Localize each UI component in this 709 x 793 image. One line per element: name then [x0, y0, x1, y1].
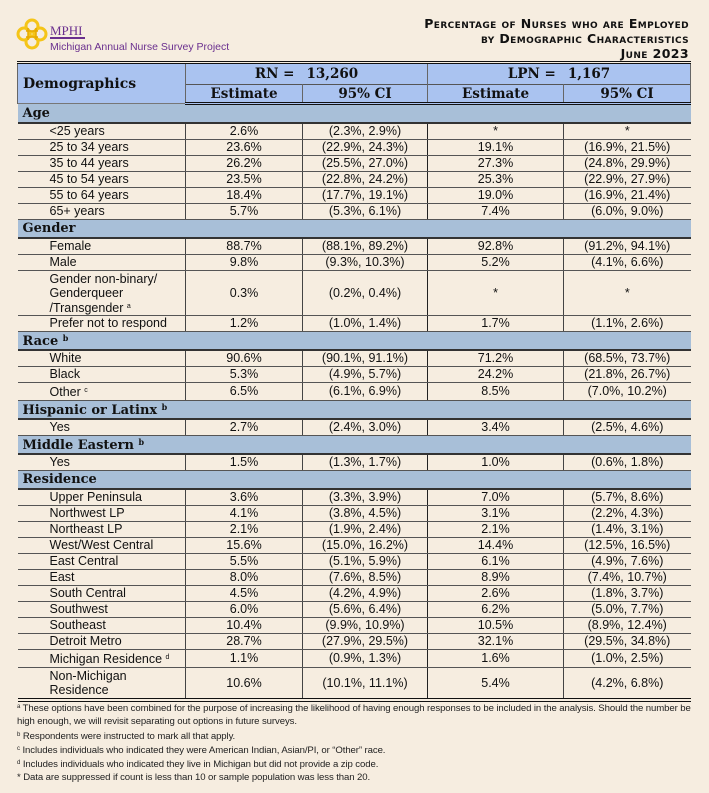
rn-ci-cell: (1.0%, 1.4%) — [303, 316, 428, 332]
row-label — [18, 188, 186, 204]
row-label — [18, 350, 186, 367]
rn-estimate-cell: 1.2% — [186, 316, 303, 332]
footnote-marker: d — [165, 654, 170, 661]
row-label — [18, 522, 186, 538]
rn-ci-cell: (2.4%, 3.0%) — [303, 419, 428, 436]
rn-ci-cell: (10.1%, 11.1%) — [303, 668, 428, 701]
lpn-ci-cell: (7.4%, 10.7%) — [564, 570, 691, 586]
row-label-text: 35 to 44 years — [49, 156, 129, 170]
rn-estimate-cell: 3.6% — [186, 489, 303, 506]
rn-ci-cell: (5.3%, 6.1%) — [303, 204, 428, 220]
table-row — [18, 618, 691, 634]
row-label-text: Michigan Residence — [49, 652, 163, 666]
table-row — [18, 204, 691, 220]
footnote — [17, 729, 697, 743]
lpn-ci-cell: * — [564, 271, 691, 316]
row-label-text: White — [49, 351, 82, 365]
rn-ci-cell: (3.8%, 4.5%) — [303, 506, 428, 522]
title-line-3: June 2023 — [620, 46, 689, 61]
rn-ci-cell: (0.9%, 1.3%) — [303, 650, 428, 668]
row-label-text: <25 years — [49, 124, 105, 138]
table-row — [18, 156, 691, 172]
row-label-text: South Central — [49, 586, 126, 600]
row-label — [18, 204, 186, 220]
rn-ci-cell: (27.9%, 29.5%) — [303, 634, 428, 650]
row-label — [18, 554, 186, 570]
section-header — [18, 401, 691, 420]
rn-ci-cell: (2.3%, 2.9%) — [303, 123, 428, 140]
footnote-mark: a — [17, 704, 21, 710]
lpn-estimate-cell: 92.8% — [428, 238, 564, 255]
footnote-text: Respondents were instructed to mark all that apply. — [22, 730, 236, 742]
lpn-ci-cell: (16.9%, 21.5%) — [564, 140, 691, 156]
lpn-ci-cell: (6.0%, 9.0%) — [564, 204, 691, 220]
rn-estimate-cell: 8.0% — [186, 570, 303, 586]
row-label-text: Male — [49, 255, 77, 269]
footnote-marker: a — [126, 302, 131, 310]
lpn-ci-cell: (5.0%, 7.7%) — [564, 602, 691, 618]
rn-ci-cell: (88.1%, 89.2%) — [303, 238, 428, 255]
footnote-mark: * — [17, 772, 21, 784]
row-label — [18, 650, 186, 668]
footnote-marker: b — [62, 332, 69, 343]
lpn-estimate-cell: 19.0% — [428, 188, 564, 204]
lpn-ci-cell: * — [564, 123, 691, 140]
row-label — [18, 367, 186, 383]
row-label — [18, 316, 186, 332]
rn-estimate-cell: 23.6% — [186, 140, 303, 156]
row-label — [18, 586, 186, 602]
report-title — [424, 16, 689, 61]
table-row — [18, 383, 691, 401]
lpn-estimate-cell: 25.3% — [428, 172, 564, 188]
section-title-text: Middle Eastern — [22, 437, 134, 453]
table-row — [18, 367, 691, 383]
rn-ci-cell: (17.7%, 19.1%) — [303, 188, 428, 204]
row-label — [18, 123, 186, 140]
rn-ci-cell: (9.3%, 10.3%) — [303, 255, 428, 271]
lpn-ci-cell: (7.0%, 10.2%) — [564, 383, 691, 401]
rn-estimate-cell: 2.7% — [186, 419, 303, 436]
rn-estimate-cell: 6.5% — [186, 383, 303, 401]
section-title — [18, 436, 691, 455]
lpn-count: 1,167 — [567, 66, 611, 82]
row-label-text: Yes — [49, 420, 70, 434]
row-label-text: 65+ years — [49, 204, 105, 218]
row-label-text: Southwest — [49, 602, 108, 616]
row-label — [18, 172, 186, 188]
lpn-ci-cell: (21.8%, 26.7%) — [564, 367, 691, 383]
rn-ci-cell: (22.9%, 24.3%) — [303, 140, 428, 156]
footnote-mark: b — [17, 731, 21, 738]
lpn-ci-cell: (4.2%, 6.8%) — [564, 668, 691, 701]
section-title-text: Residence — [22, 472, 97, 487]
mphi-logo — [16, 18, 229, 54]
rn-ci-cell: (5.1%, 5.9%) — [303, 554, 428, 570]
rn-estimate-cell: 4.5% — [186, 586, 303, 602]
section-title-text: Age — [22, 106, 50, 121]
row-label-text: Northeast LP — [49, 522, 123, 536]
table-row — [18, 454, 691, 471]
table-row — [18, 570, 691, 586]
row-label-text: Northwest LP — [49, 506, 125, 520]
row-label-line: Residence — [49, 683, 109, 697]
rn-estimate-cell: 18.4% — [186, 188, 303, 204]
row-label-line: Gender non-binary/ — [49, 271, 158, 286]
row-label-line: Non-Michigan — [49, 669, 127, 683]
title-line-2: by Demographic Characteristics — [480, 31, 689, 46]
row-label — [18, 156, 186, 172]
lpn-estimate-cell: 3.4% — [428, 419, 564, 436]
section-title — [18, 401, 691, 420]
row-label — [18, 238, 186, 255]
lpn-estimate-cell: 24.2% — [428, 367, 564, 383]
row-label-text: East Central — [49, 554, 119, 568]
lpn-ci-cell: (1.0%, 2.5%) — [564, 650, 691, 668]
row-label — [18, 489, 186, 506]
lpn-estimate-cell: 6.2% — [428, 602, 564, 618]
lpn-estimate-cell: 19.1% — [428, 140, 564, 156]
lpn-estimate-cell: 3.1% — [428, 506, 564, 522]
rn-estimate-cell: 23.5% — [186, 172, 303, 188]
table-row — [18, 140, 691, 156]
lpn-estimate-cell: * — [428, 271, 564, 316]
lpn-ci-cell: (2.2%, 4.3%) — [564, 506, 691, 522]
lpn-ci-cell: (29.5%, 34.8%) — [564, 634, 691, 650]
row-label-text: Female — [49, 239, 92, 253]
rn-estimate-cell: 28.7% — [186, 634, 303, 650]
rn-ci-cell: (7.6%, 8.5%) — [303, 570, 428, 586]
header-demographics: Demographics — [18, 63, 186, 104]
footnote-text: Includes individuals who indicated they were American Indian, Asian/PI, or “Other” race. — [22, 744, 386, 756]
table-row — [18, 538, 691, 554]
row-label-text: 25 to 34 years — [49, 140, 129, 154]
rn-estimate-cell: 6.0% — [186, 602, 303, 618]
row-label — [18, 538, 186, 554]
lpn-estimate-cell: 8.9% — [428, 570, 564, 586]
row-label-line: /Transgender — [49, 300, 124, 315]
row-label — [18, 602, 186, 618]
row-label — [18, 419, 186, 436]
lpn-ci-cell: (68.5%, 73.7%) — [564, 350, 691, 367]
lpn-estimate-cell: 5.4% — [428, 668, 564, 701]
table-row — [18, 634, 691, 650]
row-label — [18, 668, 186, 701]
row-label-text: Black — [49, 367, 81, 381]
rn-estimate-cell: 5.3% — [186, 367, 303, 383]
table-row — [18, 489, 691, 506]
rn-estimate-cell: 10.6% — [186, 668, 303, 701]
table-body — [18, 104, 691, 701]
lpn-estimate-cell: 1.6% — [428, 650, 564, 668]
rn-ci-cell: (90.1%, 91.1%) — [303, 350, 428, 367]
rn-estimate-cell: 0.3% — [186, 271, 303, 316]
table-row — [18, 238, 691, 255]
footnote-marker: c — [84, 387, 88, 394]
table-row — [18, 255, 691, 271]
rn-estimate-cell: 15.6% — [186, 538, 303, 554]
logo-name: MPHI — [50, 23, 83, 38]
lpn-ci-cell: (4.1%, 6.6%) — [564, 255, 691, 271]
lpn-estimate-cell: 10.5% — [428, 618, 564, 634]
row-label — [18, 618, 186, 634]
rn-estimate-cell: 5.7% — [186, 204, 303, 220]
rn-count: 13,260 — [306, 66, 359, 82]
section-header — [18, 104, 691, 124]
rn-estimate-cell: 5.5% — [186, 554, 303, 570]
lpn-ci-cell: (24.8%, 29.9%) — [564, 156, 691, 172]
table-row — [18, 188, 691, 204]
footnotes — [17, 701, 697, 785]
row-label — [18, 506, 186, 522]
rn-estimate-cell: 10.4% — [186, 618, 303, 634]
lpn-ci-cell: (22.9%, 27.9%) — [564, 172, 691, 188]
rn-estimate-cell: 90.6% — [186, 350, 303, 367]
table-row — [18, 123, 691, 140]
header-rn-estimate: Estimate — [186, 85, 303, 104]
row-label — [18, 383, 186, 401]
lpn-estimate-cell: 5.2% — [428, 255, 564, 271]
table-row — [18, 554, 691, 570]
footnote — [17, 743, 697, 757]
rn-ci-cell: (0.2%, 0.4%) — [303, 271, 428, 316]
lpn-ci-cell: (8.9%, 12.4%) — [564, 618, 691, 634]
rn-estimate-cell: 9.8% — [186, 255, 303, 271]
lpn-ci-cell: (1.4%, 3.1%) — [564, 522, 691, 538]
lpn-estimate-cell: 8.5% — [428, 383, 564, 401]
section-title — [18, 332, 691, 351]
section-title — [18, 104, 691, 124]
lpn-estimate-cell: 32.1% — [428, 634, 564, 650]
section-header — [18, 436, 691, 455]
lpn-ci-cell: (4.9%, 7.6%) — [564, 554, 691, 570]
rn-ci-cell: (6.1%, 6.9%) — [303, 383, 428, 401]
header-rn-ci: 95% CI — [303, 85, 428, 104]
rn-estimate-cell: 88.7% — [186, 238, 303, 255]
row-label — [18, 570, 186, 586]
row-label — [18, 634, 186, 650]
lpn-estimate-cell: 1.0% — [428, 454, 564, 471]
row-label-line: Genderqueer — [49, 285, 124, 300]
row-label-text: Prefer not to respond — [49, 316, 167, 330]
lpn-estimate-cell: 27.3% — [428, 156, 564, 172]
rn-ci-cell: (1.3%, 1.7%) — [303, 454, 428, 471]
section-title-text: Hispanic or Latinx — [22, 402, 158, 418]
table-row — [18, 316, 691, 332]
footnote-mark: c — [17, 745, 20, 752]
section-title — [18, 471, 691, 490]
celtic-knot-icon — [16, 18, 48, 50]
footnote-text: Data are suppressed if count is less than 10 or sample population was less than 20. — [23, 772, 371, 784]
header-lpn-estimate: Estimate — [428, 85, 564, 104]
table-row — [18, 506, 691, 522]
rn-ci-cell: (4.2%, 4.9%) — [303, 586, 428, 602]
row-label-text: Upper Peninsula — [49, 490, 142, 504]
rn-ci-cell: (25.5%, 27.0%) — [303, 156, 428, 172]
row-label-text: Other — [49, 385, 81, 399]
lpn-estimate-cell: 6.1% — [428, 554, 564, 570]
lpn-estimate-cell: 14.4% — [428, 538, 564, 554]
row-label-text: 55 to 64 years — [49, 188, 129, 202]
section-title — [18, 220, 691, 239]
rn-ci-cell: (4.9%, 5.7%) — [303, 367, 428, 383]
demographics-table — [17, 61, 691, 702]
section-header — [18, 332, 691, 351]
lpn-ci-cell: (0.6%, 1.8%) — [564, 454, 691, 471]
table-row — [18, 586, 691, 602]
rn-ci-cell: (3.3%, 3.9%) — [303, 489, 428, 506]
footnote-text: These options have been combined for the purpose of increasing the likelihood of having enough responses to be included in the analysis. Should the number be high enough, we will revisit separating out options in future surveys. — [17, 703, 691, 728]
row-label-text: East — [49, 570, 75, 584]
section-header — [18, 220, 691, 239]
lpn-estimate-cell: 2.6% — [428, 586, 564, 602]
section-header — [18, 471, 691, 490]
footnote-marker: b — [138, 436, 145, 447]
lpn-estimate-cell: 7.0% — [428, 489, 564, 506]
lpn-estimate-cell: 71.2% — [428, 350, 564, 367]
lpn-estimate-cell: 1.7% — [428, 316, 564, 332]
rn-estimate-cell: 2.6% — [186, 123, 303, 140]
table-row — [18, 419, 691, 436]
lpn-estimate-cell: * — [428, 123, 564, 140]
row-label — [18, 255, 186, 271]
rn-estimate-cell: 26.2% — [186, 156, 303, 172]
row-label — [18, 271, 186, 316]
footnote — [17, 757, 697, 771]
rn-ci-cell: (22.8%, 24.2%) — [303, 172, 428, 188]
table-row — [18, 650, 691, 668]
header-lpn-count — [428, 63, 691, 85]
row-label-text: Detroit Metro — [49, 634, 122, 648]
table-row — [18, 350, 691, 367]
rn-estimate-cell: 1.1% — [186, 650, 303, 668]
lpn-label: LPN = — [507, 66, 556, 82]
footnote — [17, 701, 697, 729]
row-label-text: West/West Central — [49, 538, 154, 552]
row-label-text: 45 to 54 years — [49, 172, 129, 186]
title-line-1: Percentage of Nurses who are Employed — [424, 16, 689, 31]
rn-ci-cell: (1.9%, 2.4%) — [303, 522, 428, 538]
rn-ci-cell: (5.6%, 6.4%) — [303, 602, 428, 618]
lpn-ci-cell: (2.5%, 4.6%) — [564, 419, 691, 436]
table-row — [18, 172, 691, 188]
table-row — [18, 668, 691, 701]
table-row — [18, 522, 691, 538]
row-label — [18, 454, 186, 471]
header-lpn-ci: 95% CI — [564, 85, 691, 104]
footnote-text: Includes individuals who indicated they live in Michigan but did not provide a zip code. — [22, 759, 379, 771]
logo-subtitle: Michigan Annual Nurse Survey Project — [50, 41, 230, 53]
rn-estimate-cell: 2.1% — [186, 522, 303, 538]
footnote-mark: d — [17, 760, 21, 767]
footnote-marker: b — [161, 401, 168, 412]
row-label-text: Southeast — [49, 618, 106, 632]
lpn-estimate-cell: 7.4% — [428, 204, 564, 220]
rn-estimate-cell: 4.1% — [186, 506, 303, 522]
row-label-text: Yes — [49, 455, 70, 469]
rn-ci-cell: (15.0%, 16.2%) — [303, 538, 428, 554]
lpn-ci-cell: (16.9%, 21.4%) — [564, 188, 691, 204]
section-title-text: Race — [22, 333, 59, 349]
lpn-estimate-cell: 2.1% — [428, 522, 564, 538]
rn-estimate-cell: 1.5% — [186, 454, 303, 471]
header-rn-count — [186, 63, 428, 85]
lpn-ci-cell: (5.7%, 8.6%) — [564, 489, 691, 506]
row-label — [18, 140, 186, 156]
table-row — [18, 271, 691, 316]
footnote — [17, 771, 697, 784]
section-title-text: Gender — [22, 221, 76, 236]
rn-label: RN = — [254, 66, 295, 82]
lpn-ci-cell: (1.8%, 3.7%) — [564, 586, 691, 602]
table-row — [18, 602, 691, 618]
lpn-ci-cell: (91.2%, 94.1%) — [564, 238, 691, 255]
lpn-ci-cell: (1.1%, 2.6%) — [564, 316, 691, 332]
rn-ci-cell: (9.9%, 10.9%) — [303, 618, 428, 634]
lpn-ci-cell: (12.5%, 16.5%) — [564, 538, 691, 554]
